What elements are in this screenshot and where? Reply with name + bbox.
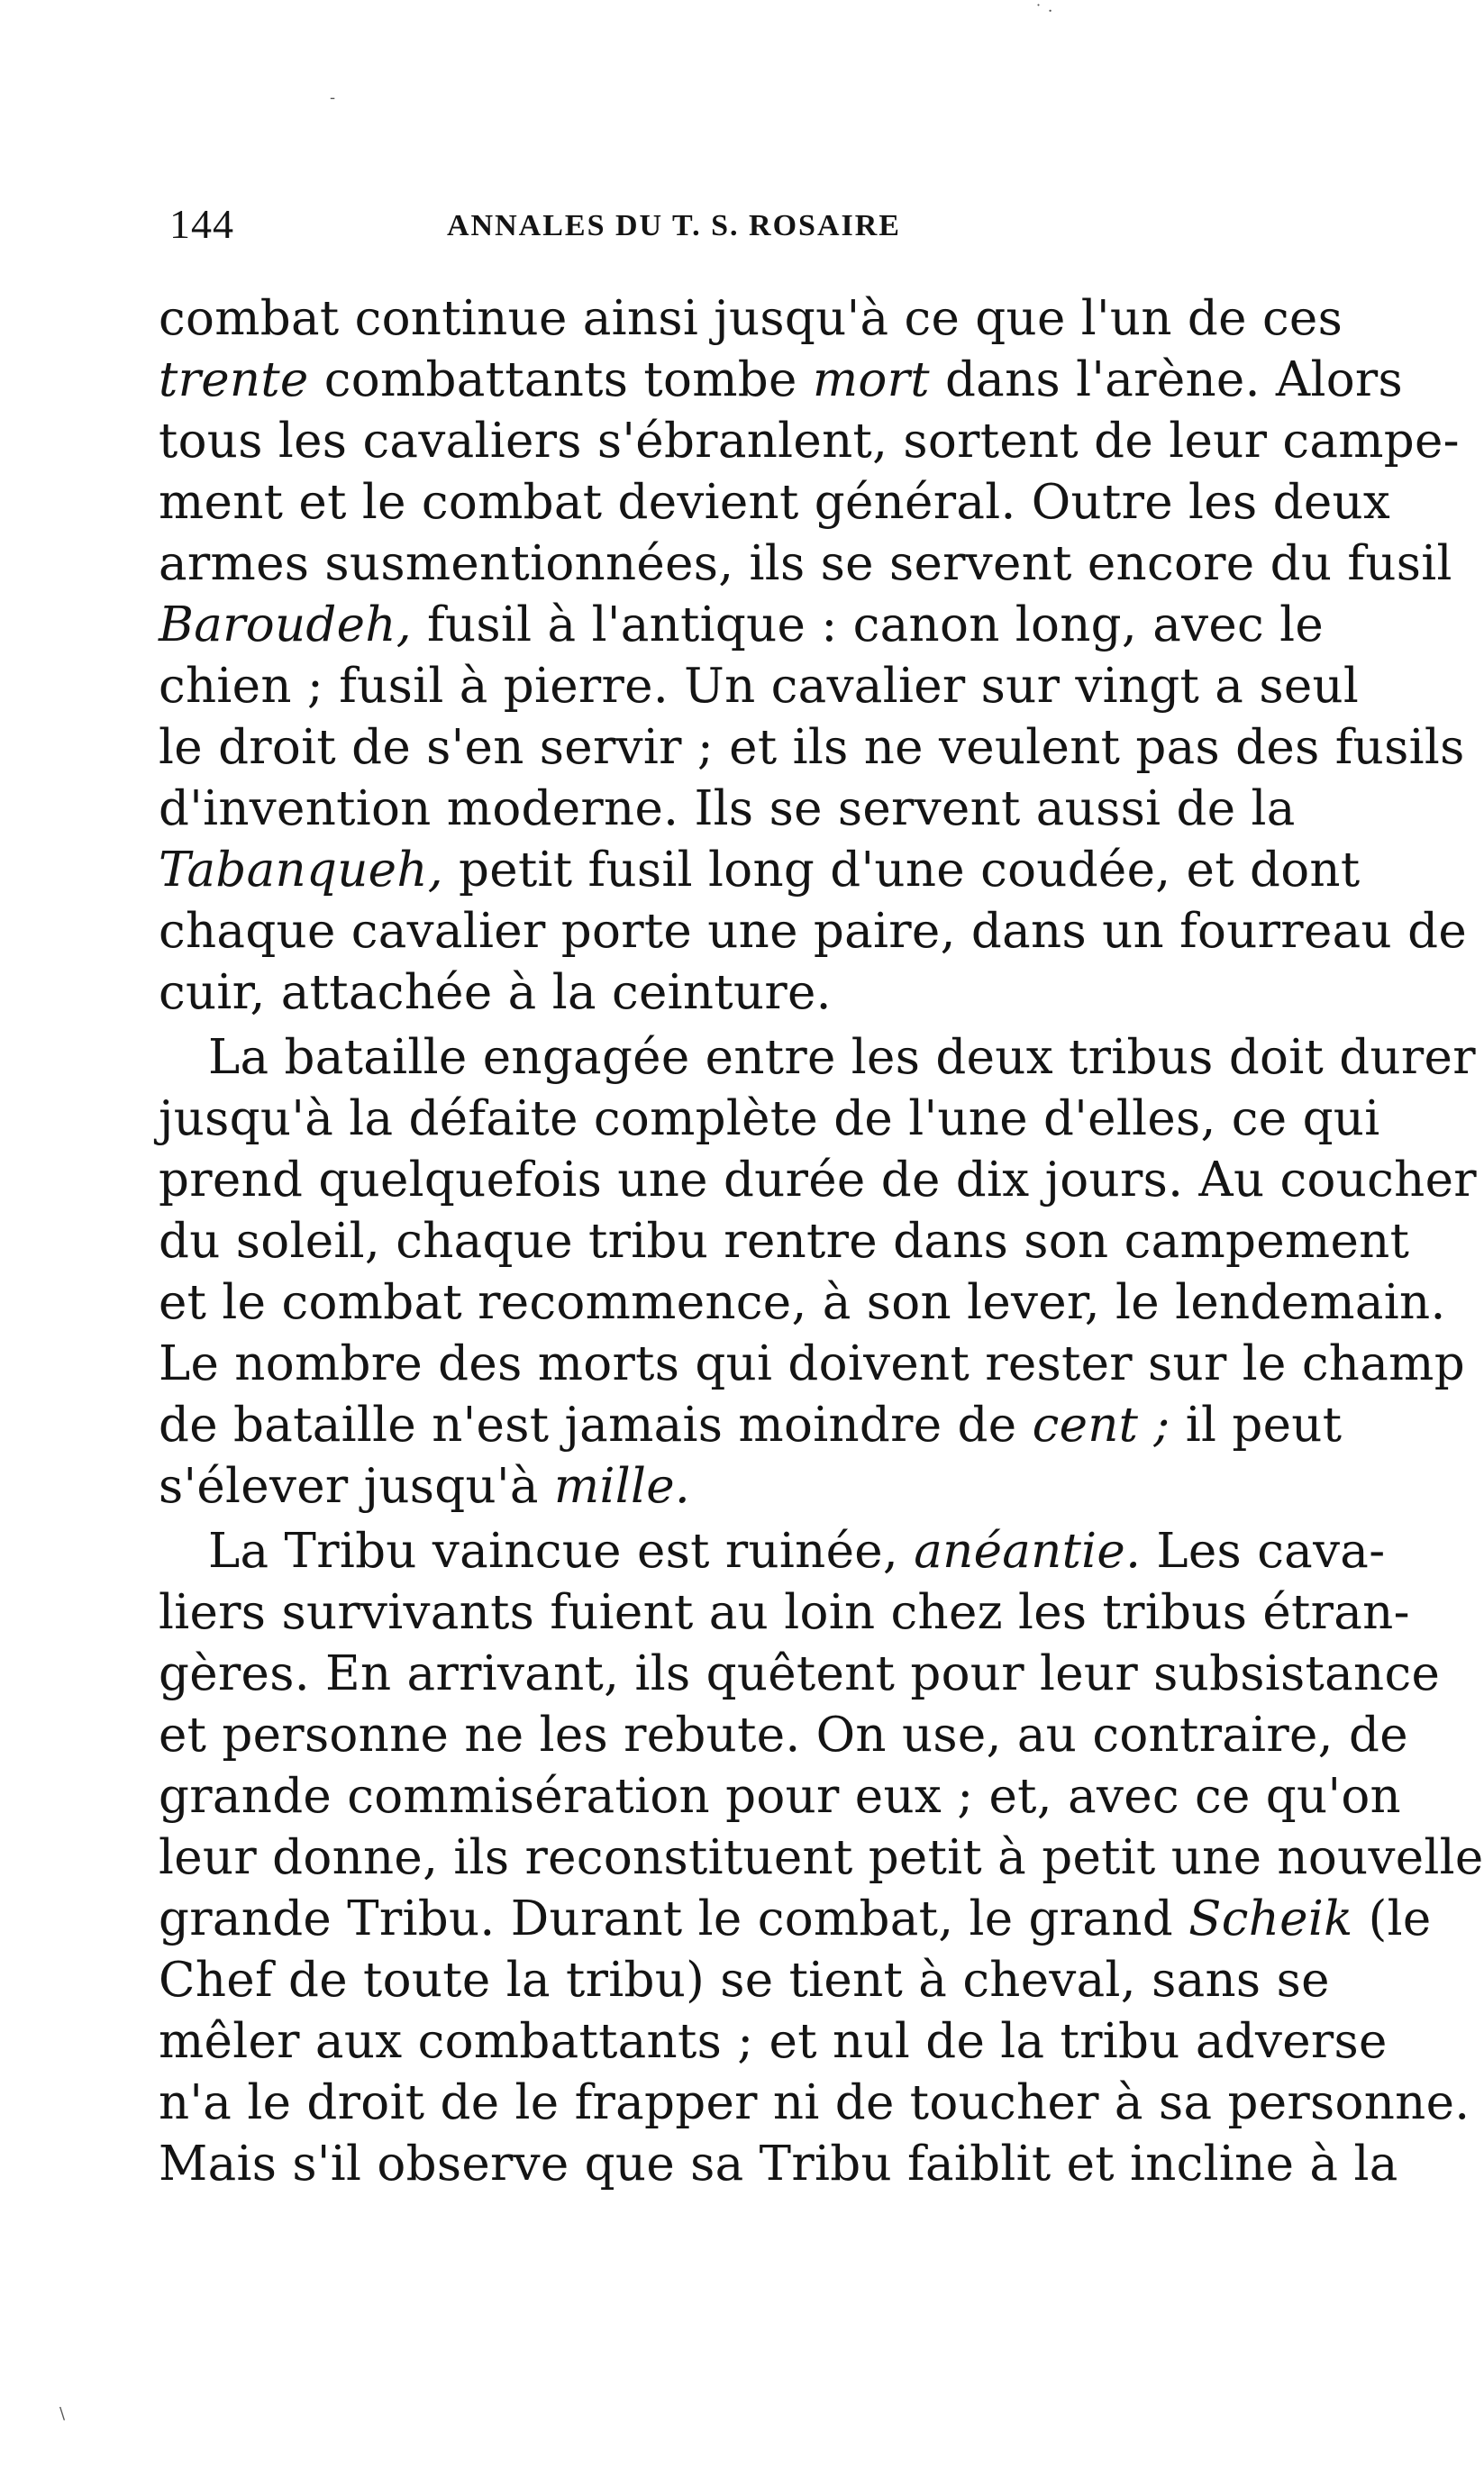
text-run: Les cava- <box>1141 1524 1386 1579</box>
text-line <box>159 1211 1410 1272</box>
text-run: s'élever jusqu'à <box>159 1459 554 1514</box>
text-line <box>159 901 1467 962</box>
italic-text: cent ; <box>1032 1398 1170 1453</box>
text-run: n'a le droit de le frapper ni de toucher à sa personne. <box>159 2075 1470 2130</box>
italic-text: Scheik <box>1188 1891 1353 1946</box>
text-line <box>159 1089 1380 1150</box>
text-line <box>159 717 1465 779</box>
text-run: il peut <box>1170 1398 1343 1453</box>
text-run: Le nombre des morts qui doivent rester sur le champ <box>159 1336 1465 1391</box>
body-text <box>159 288 1484 2195</box>
italic-text: Baroudeh, <box>159 597 412 652</box>
text-run: (le <box>1352 1891 1432 1946</box>
scan-speck: - <box>330 88 336 107</box>
text-run: armes susmentionnées, ils se servent encore du fusil <box>159 536 1452 591</box>
text-line <box>159 1272 1446 1334</box>
text-run: chien ; fusil à pierre. Un cavalier sur vingt a seul <box>159 659 1360 714</box>
text-line <box>159 472 1391 533</box>
italic-text: anéantie. <box>914 1524 1142 1579</box>
italic-text: trente <box>159 352 309 407</box>
text-line <box>159 595 1325 656</box>
text-run: petit fusil long d'une coudée, et dont <box>442 843 1361 898</box>
text-run: ment et le combat devient général. Outre les deux <box>159 475 1391 530</box>
page-header <box>159 196 1275 251</box>
text-run: et personne ne les rebute. On use, au contraire, de <box>159 1708 1408 1763</box>
text-line <box>159 2134 1398 2195</box>
text-run: dans l'arène. Alors <box>929 352 1404 407</box>
text-line <box>159 288 1343 350</box>
text-run: Mais s'il observe que sa Tribu faiblit et incline à la <box>159 2137 1398 2192</box>
text-line <box>159 1150 1477 1211</box>
scan-speck: \ <box>59 2404 66 2423</box>
text-line <box>159 779 1296 840</box>
text-run: le droit de s'en servir ; et ils ne veulent pas des fusils <box>159 720 1465 775</box>
text-line <box>159 1582 1410 1644</box>
text-run: La bataille engagée entre les deux tribus doit durer <box>208 1030 1476 1085</box>
text-run: fusil à l'antique : canon long, avec le <box>411 597 1325 652</box>
text-line <box>159 1705 1408 1766</box>
text-line <box>159 350 1404 411</box>
text-line <box>159 1766 1401 1827</box>
text-line <box>159 2073 1470 2134</box>
text-run: liers survivants fuient au loin chez les tribus étran- <box>159 1585 1410 1640</box>
page-number: 144 <box>169 201 234 247</box>
text-run: leur donne, ils reconstituent petit à petit une nouvelle <box>159 1830 1484 1885</box>
text-run: mêler aux combattants ; et nul de la tribu adverse <box>159 2014 1388 2069</box>
text-run: prend quelquefois une durée de dix jours. Au coucher <box>159 1153 1477 1208</box>
text-line <box>159 1521 1386 1582</box>
text-line <box>159 1334 1465 1395</box>
text-line <box>159 1027 1476 1089</box>
text-run: grande commisération pour eux ; et, avec ce qu'on <box>159 1769 1401 1824</box>
running-title: ANNALES DU T. S. ROSAIRE <box>447 209 901 242</box>
text-line <box>159 656 1360 717</box>
text-run: jusqu'à la défaite complète de l'une d'elles, ce qui <box>159 1091 1380 1146</box>
italic-text: mort <box>812 352 930 407</box>
text-run: chaque cavalier porte une paire, dans un fourreau de <box>159 904 1467 959</box>
text-run: tous les cavaliers s'ébranlent, sortent de leur campe- <box>159 414 1460 469</box>
text-line <box>159 1827 1484 1889</box>
text-run: du soleil, chaque tribu rentre dans son campement <box>159 1214 1410 1269</box>
scan-speck: ˙ · <box>1034 2 1053 21</box>
text-line <box>159 533 1452 595</box>
text-run: et le combat recommence, à son lever, le lendemain. <box>159 1275 1446 1330</box>
italic-text: mille. <box>553 1459 691 1514</box>
text-run: La Tribu vaincue est ruinée, <box>208 1524 915 1579</box>
text-line <box>159 1395 1343 1456</box>
text-line <box>159 1950 1330 2011</box>
text-run: de bataille n'est jamais moindre de <box>159 1398 1033 1453</box>
italic-text: Tabanqueh, <box>159 843 443 898</box>
text-line <box>159 1456 1272 1517</box>
text-run: gères. En arrivant, ils quêtent pour leur subsistance <box>159 1646 1441 1701</box>
text-line <box>159 962 1272 1024</box>
text-run: combat continue ainsi jusqu'à ce que l'un de ces <box>159 291 1343 346</box>
text-run: combattants tombe <box>308 352 813 407</box>
text-run: d'invention moderne. Ils se servent aussi de la <box>159 781 1296 836</box>
text-line <box>159 1644 1441 1705</box>
text-run: Chef de toute la tribu) se tient à cheval, sans se <box>159 1953 1330 2008</box>
text-line <box>159 411 1460 472</box>
text-run: cuir, attachée à la ceinture. <box>159 965 832 1020</box>
text-line <box>159 1889 1432 1950</box>
text-line <box>159 840 1361 901</box>
text-run: grande Tribu. Durant le combat, le grand <box>159 1891 1189 1946</box>
text-line <box>159 2011 1388 2073</box>
